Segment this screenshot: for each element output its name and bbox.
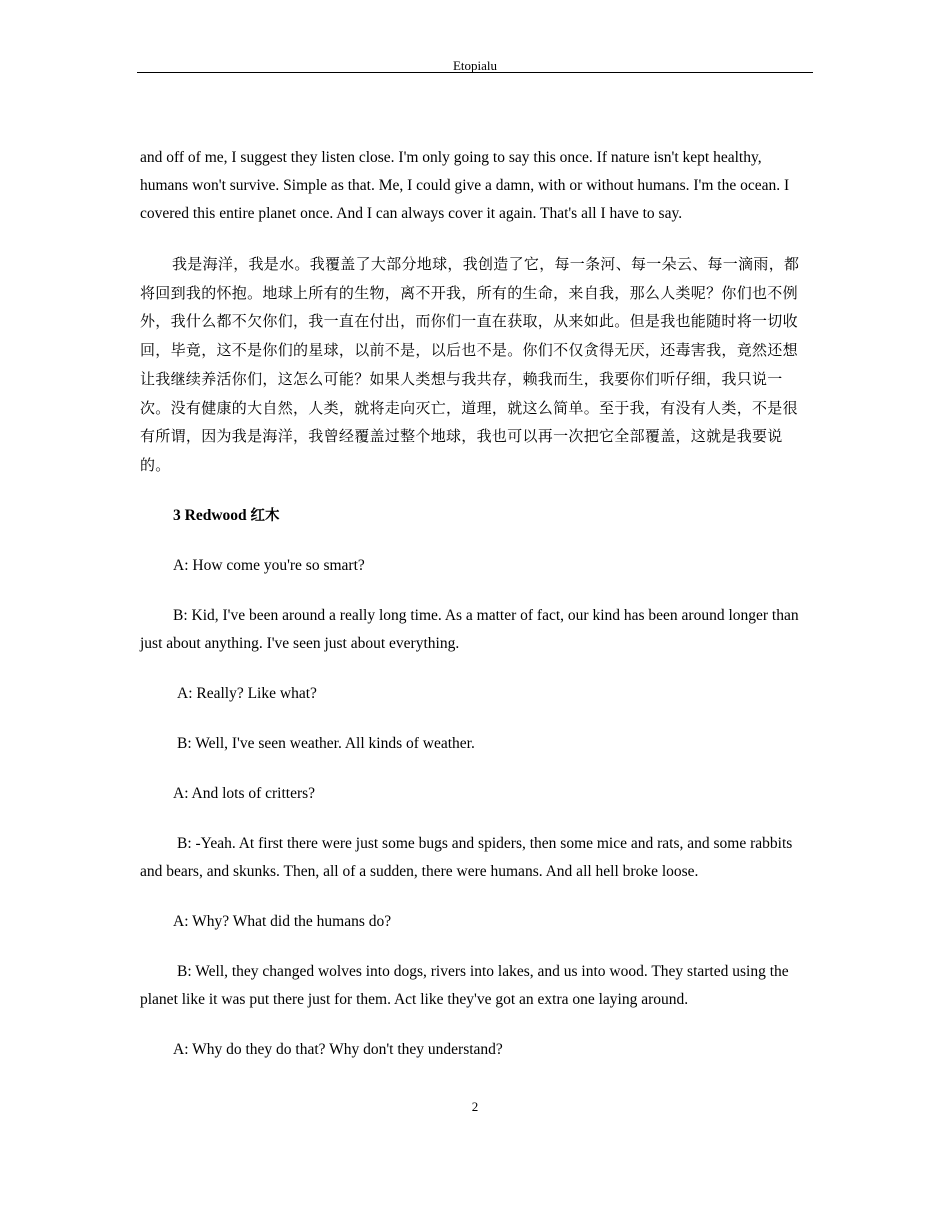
header-divider: [137, 72, 813, 73]
dialogue-line: B: Kid, I've been around a really long time. As a matter of fact, our kind has been around longer than just about anything. I've seen just about everything.: [140, 606, 799, 652]
section-heading-english: 3 Redwood: [173, 506, 247, 524]
dialogue-line: A: And lots of critters?: [173, 784, 316, 802]
section-heading: [140, 502, 813, 530]
dialogue-line: A: Really? Like what?: [177, 684, 317, 702]
page-header-title: Etopialu: [452, 58, 498, 73]
dialogue-line: A: How come you're so smart?: [173, 556, 365, 574]
dialogue-line: B: -Yeah. At first there were just some bugs and spiders, then some mice and rats, and some rabbits and bears, and skunks. Then, all of a sudden, there were humans. And all hell broke loose.: [140, 834, 793, 880]
page-number: 2: [471, 1099, 479, 1114]
ocean-chinese-paragraph: 我是海洋，我是水。我覆盖了大部分地球，我创造了它，每一条河、每一朵云、每一滴雨，都将回到我的怀抱。地球上所有的生物，离不开我，所有的生命，来自我，那么人类呢？你们也不例外，我什么都不欠你们，我一直在付出，而你们一直在获取，从来如此。但是我也能随时将一切收回，毕竟，这不是你们的星球，以前不是，以后也不是。你们不仅贪得无厌，还毒害我，竟然还想让我继续养活你们，这怎么可能？如果人类想与我共存，赖我而生，我要你们听仔细，我只说一次。没有健康的大自然，人类，就将走向灭亡，道理，就这么简单。至于我，有没有人类，不是很有所谓，因为我是海洋，我曾经覆盖过整个地球，我也可以再一次把它全部覆盖，这就是我要说的。: [140, 255, 800, 474]
section-heading-chinese: 红木: [250, 507, 280, 524]
ocean-english-paragraph-end: and off of me, I suggest they listen close. I'm only going to say this once. If nature isn't kept healthy, humans won't survive. Simple as that. Me, I could give a damn, with or without humans. I'm the ocean. I covered this entire planet once. And I can always cover it again. That's all I have to say.: [140, 149, 790, 222]
dialogue-line: A: Why? What did the humans do?: [173, 912, 392, 930]
dialogue-line: A: Why do they do that? Why don't they understand?: [173, 1040, 503, 1058]
dialogue-line: B: Well, they changed wolves into dogs, rivers into lakes, and us into wood. They started using the planet like it was put there just for them. Act like they've got an extra one laying around.: [140, 962, 789, 1008]
document-body: [140, 144, 813, 1064]
dialogue-line: B: Well, I've seen weather. All kinds of weather.: [177, 734, 475, 752]
